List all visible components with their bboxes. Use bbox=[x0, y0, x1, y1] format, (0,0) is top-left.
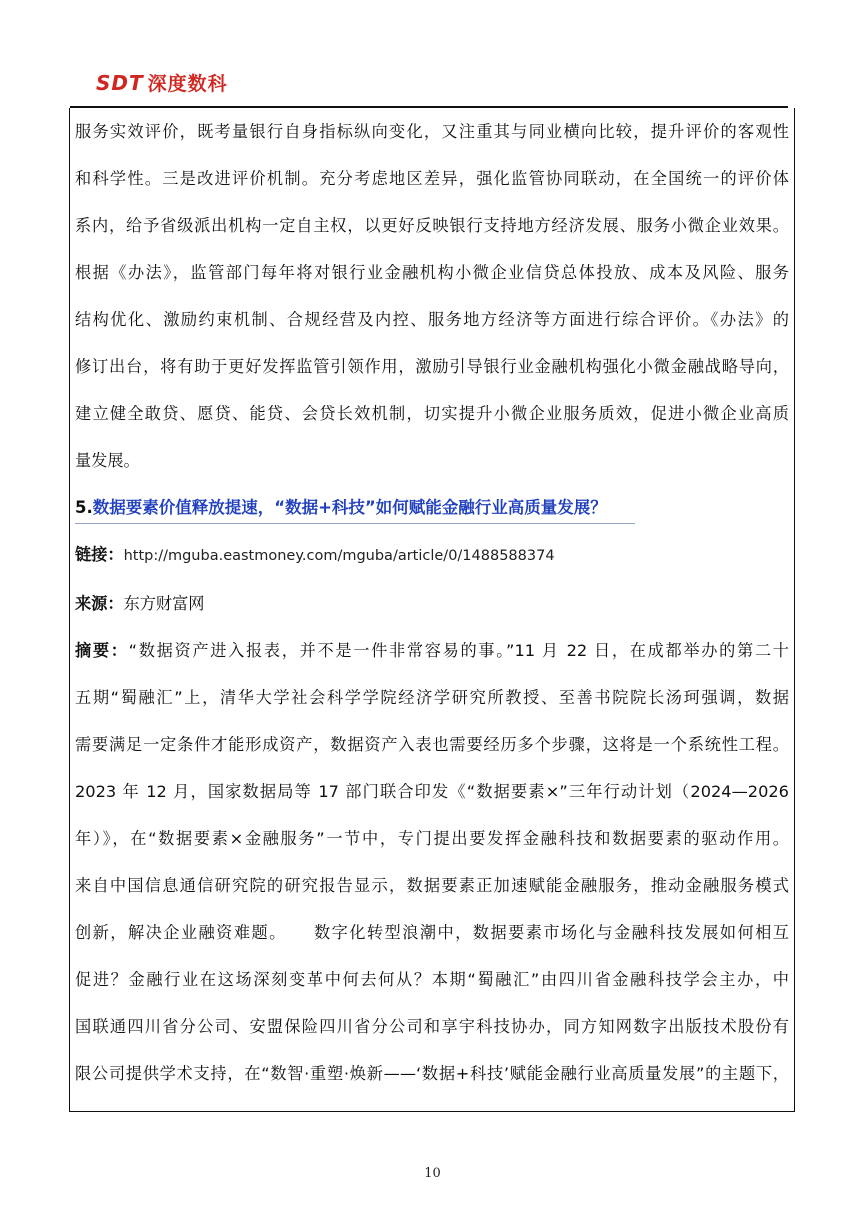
summary-line: 五期“蜀融汇”上，清华大学社会科学学院经济学研究所教授、至善书院院长汤珂强调，数据 bbox=[75, 688, 789, 707]
paragraph-line: 服务实效评价，既考量银行自身指标纵向变化，又注重其与同业横向比较，提升评价的客观性 bbox=[75, 122, 789, 141]
summary-text: “数据资产进入报表，并不是一件非常容易的事。”11 月 22 日，在成都举办的第二十 bbox=[128, 641, 789, 660]
article-title-link[interactable]: 数据要素价值释放提速，“数据+科技”如何赋能金融行业高质量发展？ bbox=[92, 498, 607, 517]
paragraph-line: 结构优化、激励约束机制、合规经营及内控、服务地方经济等方面进行综合评价。《办法》的 bbox=[75, 310, 789, 329]
continued-paragraph bbox=[75, 108, 789, 484]
article-link-row bbox=[75, 531, 789, 580]
source-label: 来源： bbox=[75, 594, 124, 613]
link-label: 链接： bbox=[75, 545, 124, 564]
summary-line: 需要满足一定条件才能形成资产，数据资产入表也需要经历多个步骤，这将是一个系统性工程。 bbox=[75, 735, 789, 754]
source-name: 东方财富网 bbox=[123, 594, 205, 613]
summary-line: 创新，解决企业融资难题。 数字化转型浪潮中，数据要素市场化与金融科技发展如何相互 bbox=[75, 923, 789, 942]
logo-chinese: 深度数科 bbox=[147, 73, 228, 95]
sdt-logo bbox=[96, 70, 228, 98]
paragraph-line: 修订出台，将有助于更好发挥监管引领作用，激励引导银行业金融机构强化小微金融战略导向， bbox=[75, 357, 789, 376]
article-heading bbox=[75, 484, 789, 531]
summary-line: 2023 年 12 月，国家数据局等 17 部门联合印发《“数据要素×”三年行动计划（2024—2026 bbox=[75, 782, 789, 801]
paragraph-line: 系内，给予省级派出机构一定自主权，以更好反映银行支持地方经济发展、服务小微企业效果。 bbox=[75, 216, 789, 235]
paragraph-line: 根据《办法》，监管部门每年将对银行业金融机构小微企业信贷总体投放、成本及风险、服务 bbox=[75, 263, 789, 282]
logo-latin: SDT bbox=[96, 71, 144, 95]
article-url[interactable]: http://mguba.eastmoney.com/mguba/article/0/1488588374 bbox=[123, 548, 555, 564]
summary-line bbox=[75, 627, 789, 674]
summary-line: 年）》，在“数据要素×金融服务”一节中，专门提出要发挥金融科技和数据要素的驱动作用。 bbox=[75, 829, 789, 848]
summary-line: 促进？金融行业在这场深刻变革中何去何从？本期“蜀融汇”由四川省金融科技学会主办，中 bbox=[75, 970, 789, 989]
summary-label: 摘要： bbox=[75, 641, 129, 660]
page-content bbox=[75, 108, 789, 1097]
summary-line: 限公司提供学术支持，在“数智·重塑·焕新——‘数据+科技’赋能金融行业高质量发展”的主题下， bbox=[75, 1064, 789, 1083]
page-number: 10 bbox=[424, 1166, 441, 1181]
article-summary bbox=[75, 627, 789, 1097]
article-source-row bbox=[75, 580, 789, 627]
article-number: 5. bbox=[75, 498, 93, 517]
paragraph-line: 量发展。 bbox=[75, 451, 140, 470]
paragraph-line: 和科学性。三是改进评价机制。充分考虑地区差异，强化监管协同联动，在全国统一的评价体 bbox=[75, 169, 789, 188]
summary-line: 来自中国信息通信研究院的研究报告显示，数据要素正加速赋能金融服务，推动金融服务模式 bbox=[75, 876, 789, 895]
paragraph-line: 建立健全敢贷、愿贷、能贷、会贷长效机制，切实提升小微企业服务质效，促进小微企业高质 bbox=[75, 404, 789, 423]
summary-line: 国联通四川省分公司、安盟保险四川省分公司和享宇科技协办，同方知网数字出版技术股份有 bbox=[75, 1017, 789, 1036]
